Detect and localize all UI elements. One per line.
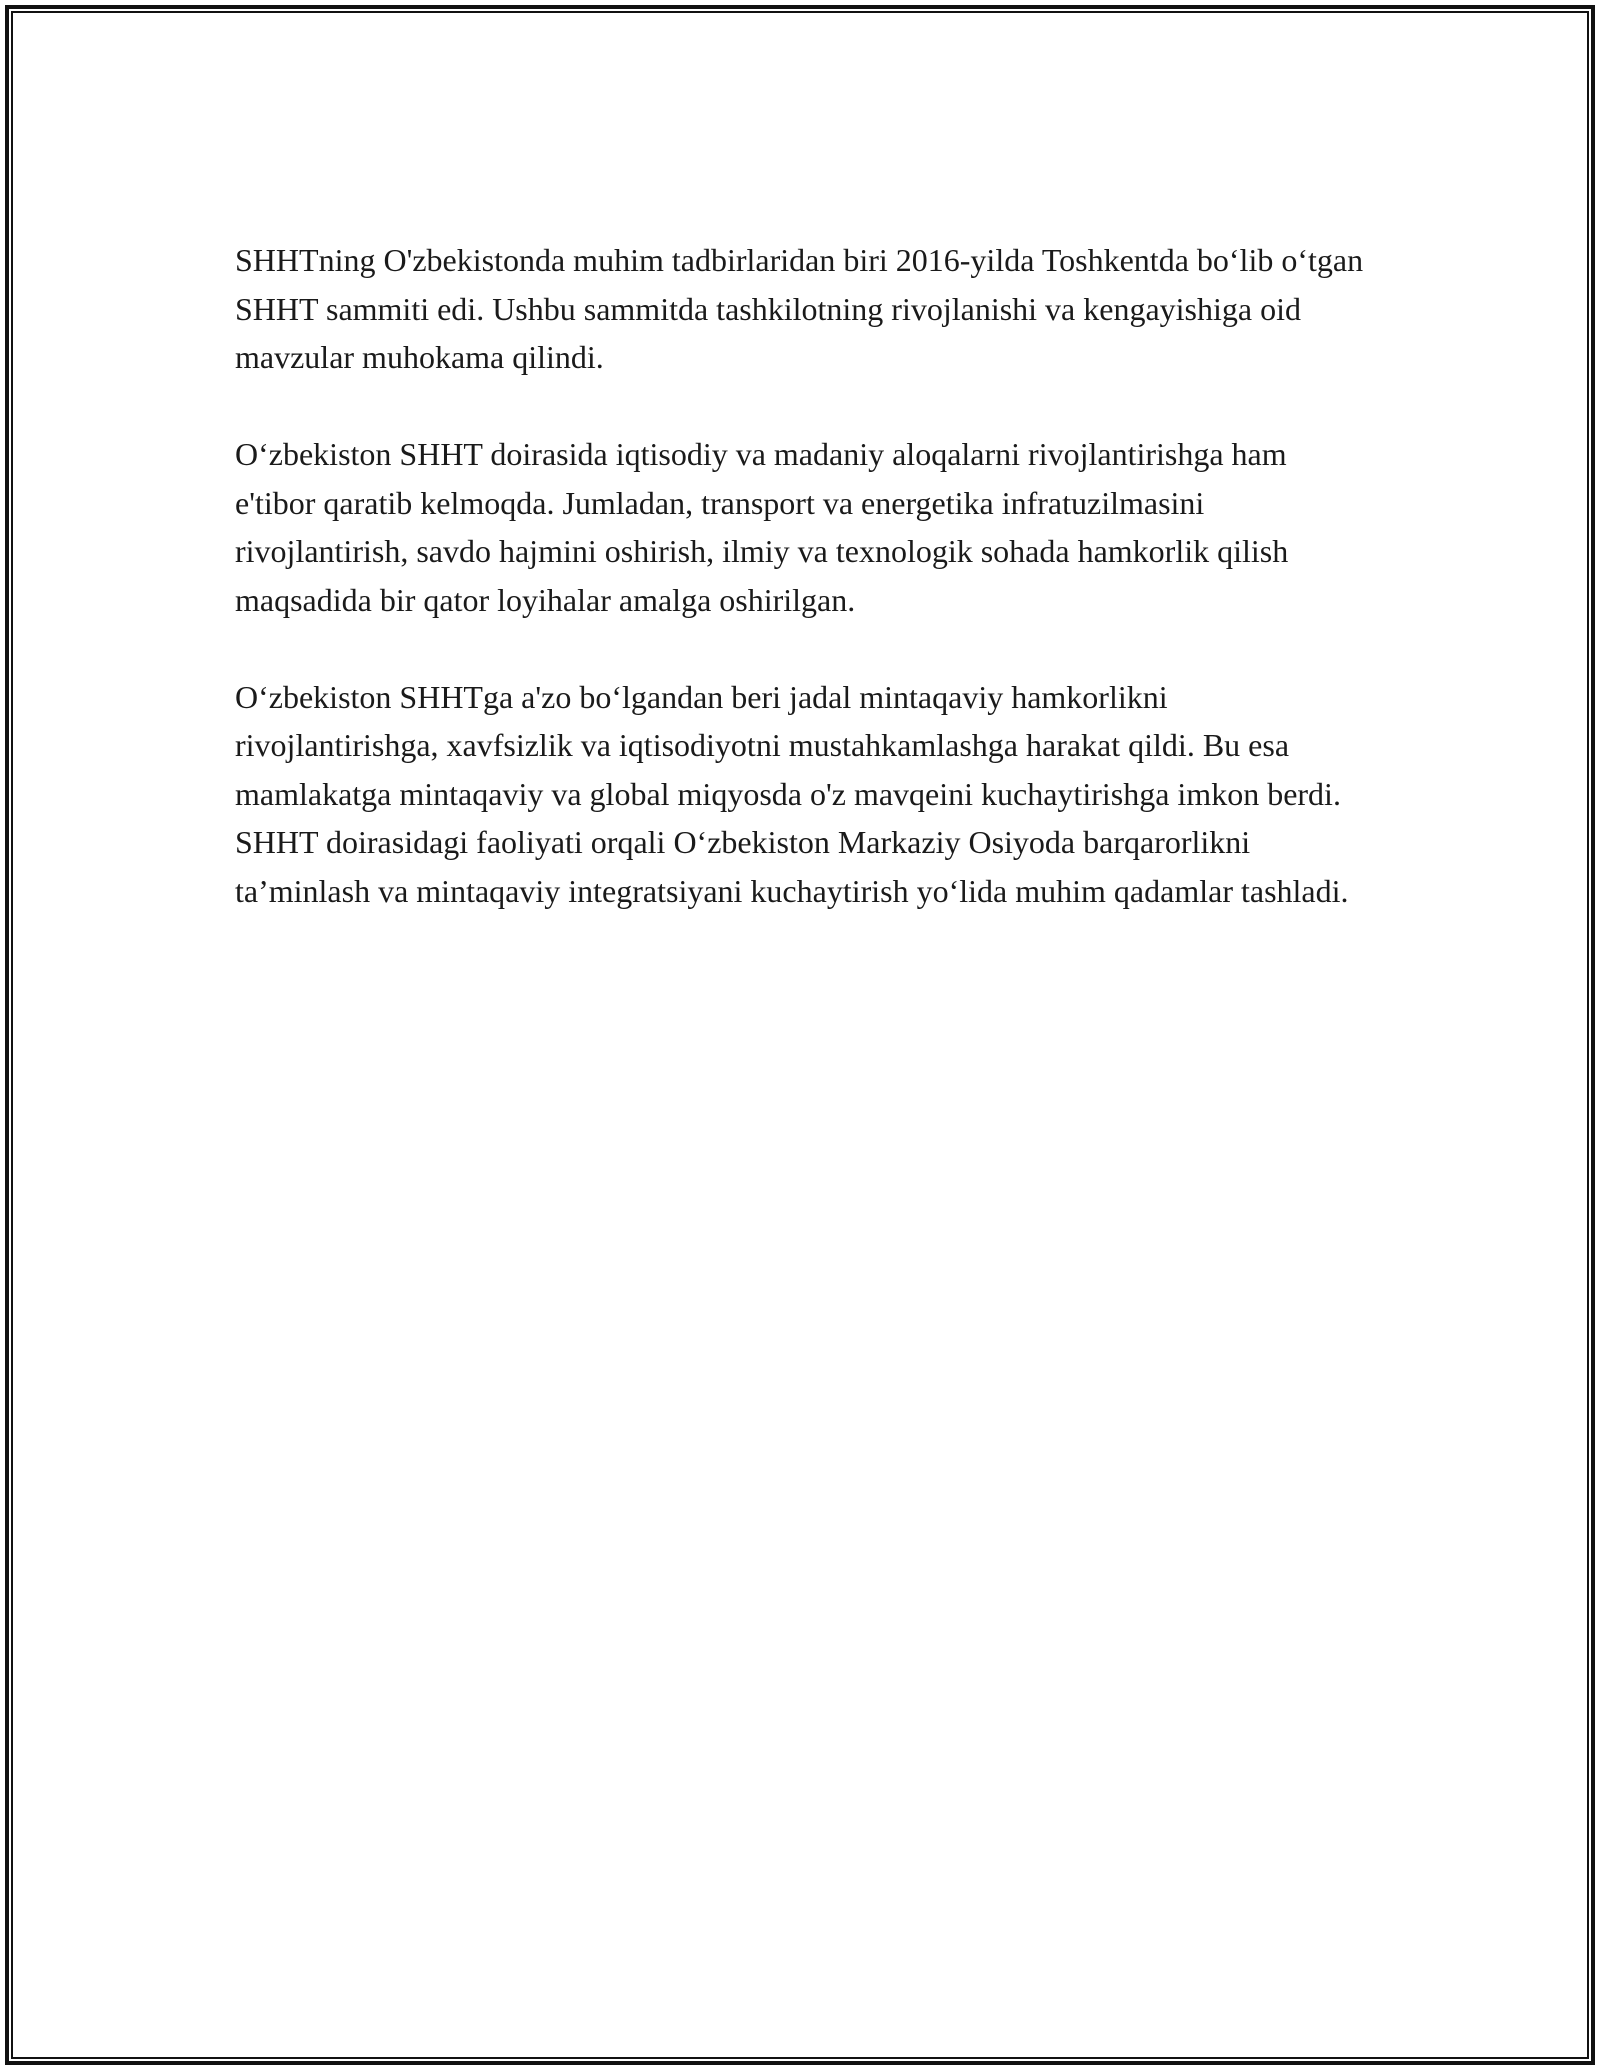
document-body: [235, 236, 1375, 915]
paragraph-sco-summit: SHHTning O'zbekistonda muhim tadbirlaridan biri 2016-yilda Toshkentda bo‘lib o‘tgan SHHT sammiti edi. Ushbu sammitda tashkilotning rivojlanishi va kengayishiga oid mavzular muhokama qilindi.: [235, 242, 1364, 375]
paragraph-regional-cooperation: O‘zbekiston SHHTga a'zo bo‘lgandan beri jadal mintaqaviy hamkorlikni rivojlantirishga, xavfsizlik va iqtisodiyotni mustahkamlashga harakat qildi. Bu esa mamlakatga mintaqaviy va global miqyosda o'z mavqeini kuchaytirishga imkon berdi. SHHT doirasidagi faoliyati orqali O‘zbekiston Markaziy Osiyoda barqarorlikni ta’minlash va mintaqaviy integratsiyani kuchaytirish yo‘lida muhim qadamlar tashladi.: [235, 678, 1349, 909]
paragraph-economic-cultural-ties: O‘zbekiston SHHT doirasida iqtisodiy va madaniy aloqalarni rivojlantirishga ham e'tibor qaratib kelmoqda. Jumladan, transport va energetika infratuzilmasini rivojlantirish, savdo hajmini oshirish, ilmiy va texnologik sohada hamkorlik qilish maqsadida bir qator loyihalar amalga oshirilgan.: [235, 436, 1289, 618]
